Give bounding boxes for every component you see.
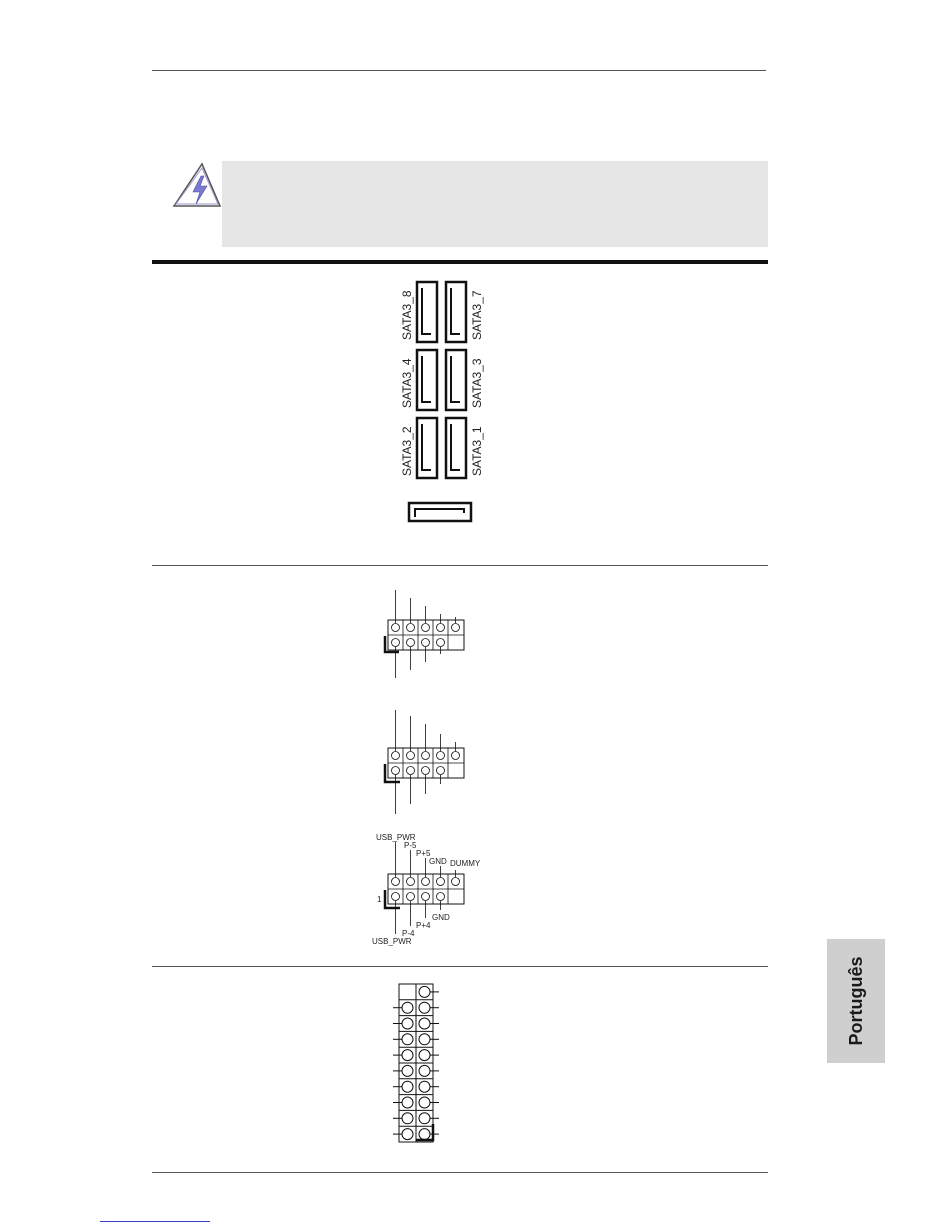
sata-port-3: [446, 350, 466, 410]
horizontal-sata-connector: [409, 503, 471, 521]
section-divider: [152, 565, 768, 566]
usb-pin-label: GND: [429, 857, 447, 866]
sata-port-label: SATA3_3: [470, 358, 484, 408]
section-divider: [152, 966, 768, 967]
sata-port-7: [446, 282, 466, 342]
top-rule: [152, 70, 766, 71]
usb-pin-label: P-5: [404, 841, 417, 850]
usb-pin-label: GND: [432, 913, 450, 922]
usb-pin-label: P+4: [416, 921, 431, 930]
header-diagram-1: [380, 590, 470, 680]
footer-link-underline[interactable]: [100, 1221, 210, 1222]
sata-port-label: SATA3_8: [400, 290, 414, 340]
sata-port-label: SATA3_1: [470, 426, 484, 476]
sata-port-label: SATA3_7: [470, 290, 484, 340]
note-box: [222, 161, 768, 247]
usb-pin-label: USB_PWR: [372, 937, 412, 946]
power-connector-diagram: [390, 980, 450, 1146]
sata-port-8: [417, 282, 437, 342]
warning-icon: [170, 160, 224, 210]
language-tab-label: Português: [845, 956, 866, 1046]
usb-pin-label: DUMMY: [450, 859, 481, 868]
sata-port-2: [417, 418, 437, 478]
pin1-label: 1: [377, 895, 382, 904]
usb-pin-label: P+5: [416, 849, 431, 858]
header-diagram-2: [380, 710, 470, 816]
section-divider-thick: [152, 260, 768, 264]
usb-pin-label: USB_PWR: [376, 833, 416, 842]
sata-connectors-diagram: [390, 278, 500, 528]
usb-pin-label: P-4: [402, 929, 415, 938]
sata-port-label: SATA3_2: [400, 426, 414, 476]
usb-header-diagram: [366, 830, 506, 950]
language-tab[interactable]: [827, 939, 885, 1063]
bottom-rule: [152, 1172, 768, 1173]
sata-port-1: [446, 418, 466, 478]
sata-port-label: SATA3_4: [400, 358, 414, 408]
sata-port-4: [417, 350, 437, 410]
